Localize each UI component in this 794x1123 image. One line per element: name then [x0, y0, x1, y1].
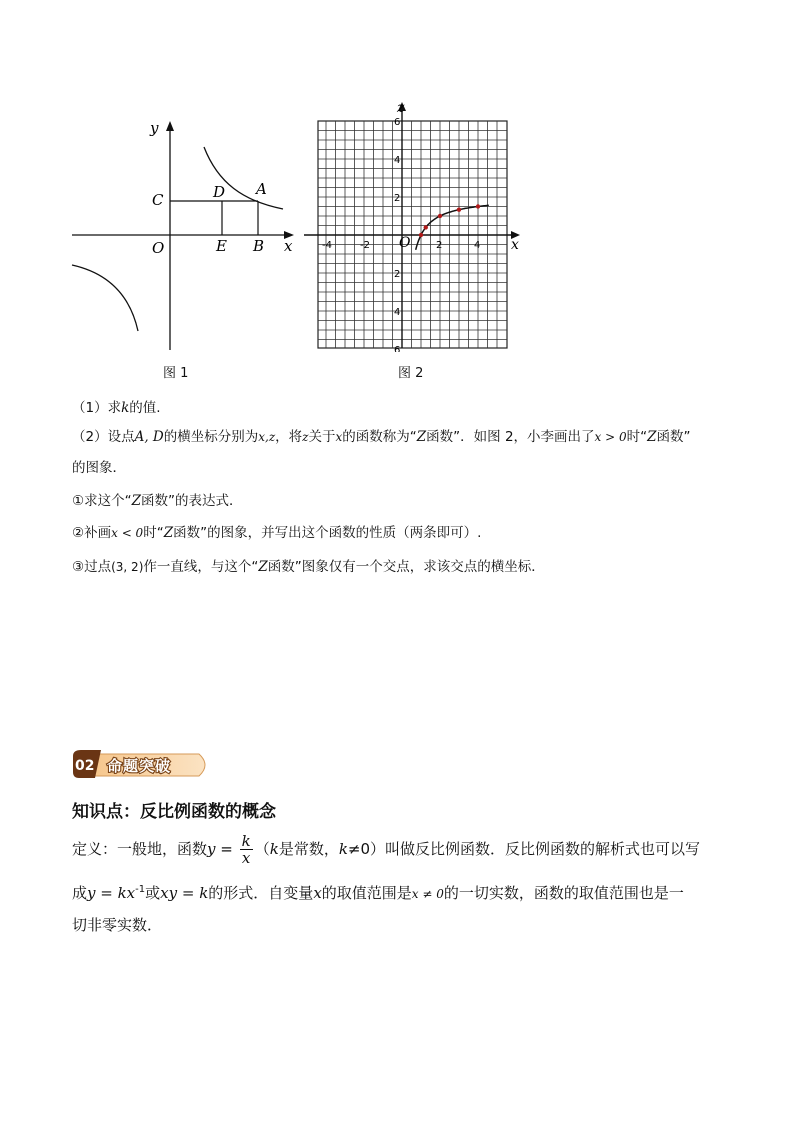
q1-suffix: 的值.	[129, 400, 161, 416]
definition-line-2	[72, 882, 684, 903]
sub2-text-b: 时“	[143, 525, 164, 541]
def-l2-x: x	[313, 884, 322, 902]
fig2-x-tick-label: -2	[360, 240, 370, 251]
q1-var: k	[121, 400, 130, 416]
def-fraction-den: x	[241, 849, 251, 867]
question-1	[72, 396, 161, 416]
fig2-point	[438, 214, 442, 218]
def-l2-e: 的一切实数，函数的取值范围也是一	[443, 884, 684, 902]
q2-text-a: （2）设点	[72, 429, 135, 445]
fig1-label-B: B	[253, 237, 265, 255]
fig1-label-O: O	[152, 239, 165, 257]
figure-1-caption: 图 1	[163, 366, 189, 381]
def-l2-d: 的取值范围是	[321, 884, 412, 902]
q1-text: （1）求	[72, 400, 122, 416]
sub1-z: Z	[131, 493, 141, 509]
def-l2-cond: x ≠ 0	[411, 887, 444, 901]
fig2-point	[424, 225, 428, 229]
question-2-line-2: 的图象．	[72, 460, 126, 476]
q2-text-f: 函数”．如图 2，小李画出了	[426, 429, 595, 445]
fig1-label-A: A	[256, 180, 267, 198]
sub2-z: Z	[163, 525, 174, 541]
q2-text-e: 的函数称为“	[342, 429, 417, 445]
fig2-x-tick-label: 2	[436, 240, 443, 251]
def-l2-b: 或	[145, 884, 161, 902]
def-fraction	[240, 833, 253, 866]
fig2-z-tick-label: 4	[394, 307, 401, 318]
def-l2-exponent: -1	[135, 884, 146, 895]
sub2-cond: x < 0	[111, 526, 144, 540]
definition-line-1	[72, 833, 700, 866]
sub1-text-a: ①求这个“	[72, 493, 132, 509]
fig2-x-tick-label: 4	[474, 240, 481, 251]
def-fraction-num: k	[241, 832, 251, 850]
badge-title: 命题突破	[107, 757, 172, 775]
q2-text-d: 关于	[308, 429, 336, 445]
section-badge	[73, 750, 213, 780]
q2-cond: x > 0	[594, 430, 627, 444]
def-l1-k2: k	[338, 840, 348, 858]
sub3-z: Z	[258, 559, 268, 575]
fig1-label-x: x	[284, 237, 293, 255]
def-l1-d: ≠0）叫做反比例函数．反比例函数的解析式也可以写	[347, 840, 701, 858]
fig1-label-D: D	[213, 183, 226, 201]
sub2-text-a: ②补画	[72, 525, 112, 541]
def-l1-eq: =	[215, 840, 238, 858]
fig2-point	[457, 207, 461, 211]
q2-text-g: 时“	[626, 429, 648, 445]
fig2-label-z: z	[397, 100, 405, 116]
figure-2-caption: 图 2	[398, 366, 424, 381]
sub1-text-b: 函数”的表达式．	[141, 493, 243, 509]
sub2-text-c: 函数”的图象，并写出这个函数的性质（两条即可）.	[173, 525, 482, 541]
q2-text-h: 函数”	[656, 429, 691, 445]
def-l1-y: y	[207, 840, 216, 858]
sub3-text-c: 函数”图象仅有一个交点，求该交点的横坐标．	[267, 559, 545, 575]
q2-zf2: Z	[647, 429, 657, 445]
def-l2-c: 的形式．自变量	[208, 884, 314, 902]
q2-z: z	[302, 430, 309, 444]
fig1-hyperbola-q3	[72, 265, 138, 331]
q2-zf: Z	[416, 429, 427, 445]
definition-line-3: 切非零实数．	[72, 916, 163, 934]
def-l1-b: （	[254, 840, 270, 858]
fig2-point	[476, 204, 480, 208]
fig2-point	[419, 233, 423, 237]
q2-text-b: 的横坐标分别为	[163, 429, 259, 445]
sub3-point: (3, 2)	[111, 560, 144, 574]
fig1-label-C: C	[152, 191, 164, 209]
figure-1	[68, 115, 300, 355]
question-2	[72, 425, 691, 445]
fig2-x-tick-label: -4	[322, 240, 332, 251]
def-l1-a: 定义：一般地，函数	[72, 840, 208, 858]
sub3-text-b: 作一直线，与这个“	[143, 559, 259, 575]
fig1-label-y: y	[150, 119, 159, 137]
q2-x: x	[335, 430, 343, 444]
def-l2-expr1: y = kx	[87, 884, 136, 902]
fig2-z-tick-label: 6	[394, 117, 401, 128]
fig2-z-tick-label: 2	[394, 269, 401, 280]
badge-number: 02	[75, 758, 95, 774]
fig2-z-tick-label: 2	[394, 193, 401, 204]
fig1-label-E: E	[216, 237, 227, 255]
section-title: 知识点：反比例函数的概念	[72, 802, 276, 822]
sub3-text-a: ③过点	[72, 559, 112, 575]
q2-text-c: ，将	[275, 429, 303, 445]
figure-2	[300, 100, 530, 352]
sub-question-2	[72, 521, 481, 541]
q2-points: A, D	[134, 429, 164, 445]
fig1-y-arrow	[166, 121, 174, 131]
def-l2-expr2: xy = k	[160, 884, 209, 902]
fig2-label-x: x	[511, 237, 519, 253]
sub-question-3	[72, 555, 545, 575]
def-l1-c: 是常数，	[278, 840, 339, 858]
sub-question-1	[72, 489, 243, 509]
fig2-label-O: O	[399, 235, 411, 251]
q2-vars: x,z	[258, 430, 276, 444]
fig2-z-tick-label: 6	[394, 345, 401, 352]
fig2-z-tick-label: 4	[394, 155, 401, 166]
def-l2-a: 成	[72, 884, 88, 902]
def-l1-k: k	[269, 840, 279, 858]
